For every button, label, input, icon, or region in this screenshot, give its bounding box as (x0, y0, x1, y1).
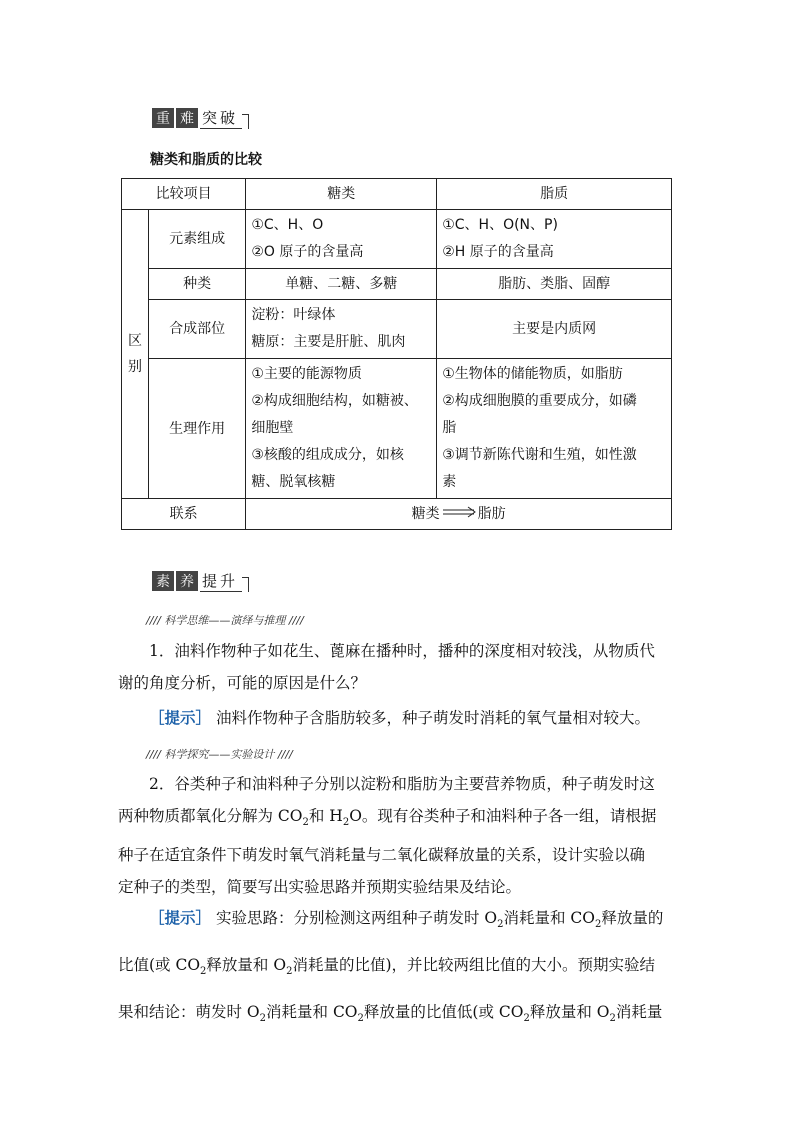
badge-char: 养 (176, 571, 198, 591)
section-badge-literacy (152, 570, 249, 592)
badge-tail-decoration (242, 577, 249, 592)
sugar-cell: 淀粉：叶绿体 糖原：主要是肝脏、肌肉 (246, 300, 437, 359)
hatch-decoration: //// (146, 614, 161, 627)
table-row-relation (122, 499, 672, 530)
table-row (122, 359, 672, 499)
badge-char: 难 (176, 108, 198, 128)
lipid-cell: 主要是内质网 (437, 300, 672, 359)
answer-2: ［提示］ 实验思路：分别检测这两组种子萌发时 $O_2$消耗量和 $CO_2$释放量的 比值(或 $CO_2$释放量和 $O_2$消耗量的比值)，并比较两组比值的大小。预期实验结 果和结论：萌发时 $O_2$消耗量和 $CO_2$释放量的比值低(或 $CO_2$释放量和 $O_2$消耗量 (118, 908, 664, 1025)
group-label: 区 别 (122, 210, 149, 499)
subhead-scientific-inquiry: //// 科学探究——实验设计 //// (146, 748, 293, 761)
hatch-decoration: //// (277, 748, 293, 761)
answer-text: 油料作物种子含脂肪较多，种子萌发时消耗的氧气量相对较大。 (215, 709, 650, 727)
header-item: 比较项目 (122, 179, 246, 210)
badge-text: 提升 (200, 571, 242, 592)
table-title: 糖类和脂质的比较 (150, 152, 262, 168)
table-header-row (122, 179, 672, 210)
badge-text: 突破 (200, 108, 242, 129)
row-label: 元素组成 (148, 210, 245, 269)
badge-tail-decoration (242, 114, 249, 129)
row-label: 种类 (148, 269, 245, 300)
lipid-cell: 脂肪、类脂、固醇 (437, 269, 672, 300)
question-1: 1．油料作物种子如花生、蓖麻在播种时，播种的深度相对较浅，从物质代 谢的角度分析，可能的原因是什么？ (118, 642, 655, 692)
row-label: 合成部位 (148, 300, 245, 359)
sugar-cell: ①C、H、O ②O 原子的含量高 (246, 210, 437, 269)
badge-char: 重 (152, 108, 174, 128)
hatch-decoration: //// (146, 748, 161, 761)
relation-cell (246, 499, 672, 530)
subhead-scientific-thinking: //// 科学思维——演绎与推理 //// (146, 614, 304, 627)
answer-1 (149, 702, 709, 734)
comparison-table (121, 178, 672, 530)
table-row (122, 210, 672, 269)
header-lipid: 脂质 (437, 179, 672, 210)
hint-label: ［提示］ (149, 908, 212, 927)
question-2: 2．谷类种子和油料种子分别以淀粉和脂肪为主要营养物质，种子萌发时这 两种物质都氧化分解为 $CO_2$和 $H_2O$。现有谷类种子和油料种子各一组，请根据 种子在适宜条件下萌发时氧气消耗量与二氧化碳释放量的关系，设计实验以确 定种子的类型，简要写出实验思路并预期实验结果及结论。 (118, 775, 657, 897)
conversion-arrow-icon (442, 501, 476, 527)
table-row (122, 300, 672, 359)
hatch-decoration: //// (288, 614, 304, 627)
badge-char: 素 (152, 571, 174, 591)
lipid-cell: ①生物体的储能物质，如脂肪 ②构成细胞膜的重要成分，如磷 脂 ③调节新陈代谢和生殖，如性激 素 (437, 359, 672, 499)
row-label: 联系 (122, 499, 246, 530)
hint-label: ［提示］ (149, 708, 212, 727)
header-sugar: 糖类 (246, 179, 437, 210)
relation-to: 脂肪 (477, 506, 506, 522)
lipid-cell: ①C、H、O(N、P) ②H 原子的含量高 (437, 210, 672, 269)
sugar-cell: ①主要的能源物质 ②构成细胞结构，如糖被、 细胞壁 ③核酸的组成成分，如核 糖、脱氧核糖 (246, 359, 437, 499)
relation-from: 糖类 (411, 506, 440, 522)
section-badge-key-points (152, 107, 249, 129)
table-row (122, 269, 672, 300)
row-label: 生理作用 (148, 359, 245, 499)
sugar-cell: 单糖、二糖、多糖 (246, 269, 437, 300)
